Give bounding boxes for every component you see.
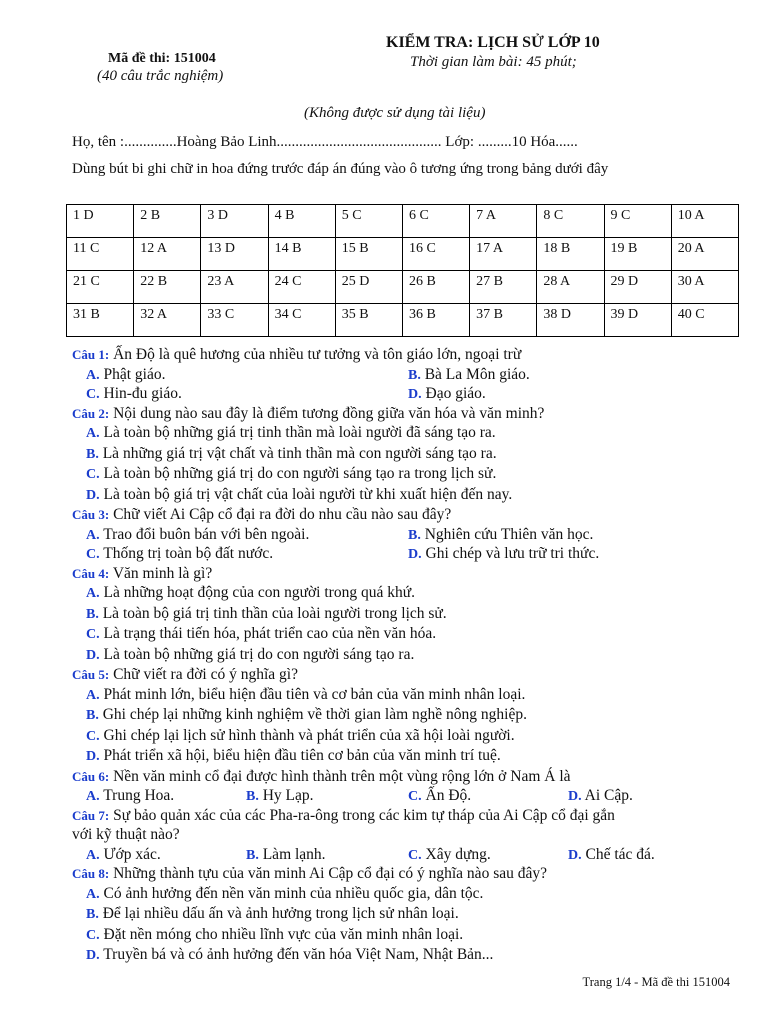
exam-question-count: (40 câu trắc nghiệm) bbox=[97, 68, 224, 84]
option-line bbox=[72, 705, 752, 726]
question-block bbox=[72, 665, 752, 767]
option-line bbox=[72, 544, 752, 564]
option-text: Thống trị toàn bộ đất nước. bbox=[103, 545, 274, 562]
answer-row bbox=[67, 238, 739, 271]
answer-option bbox=[86, 946, 493, 963]
answer-option bbox=[86, 605, 447, 622]
question-block bbox=[72, 767, 752, 806]
option-letter: C. bbox=[86, 387, 100, 402]
answer-option bbox=[86, 706, 527, 723]
question-text: Sự bảo quản xác của các Pha-ra-ông trong các kim tự tháp của Ai Cập cổ đại gắn bbox=[113, 806, 615, 824]
answer-option bbox=[86, 747, 501, 764]
option-line bbox=[72, 485, 752, 506]
question-block bbox=[72, 864, 752, 966]
option-text: Làm lạnh. bbox=[262, 845, 326, 863]
option-letter: D. bbox=[86, 647, 100, 663]
answer-option bbox=[408, 525, 593, 546]
option-text: Là những giá trị vật chất và tinh thần mà con người sáng tạo ra. bbox=[102, 444, 497, 462]
answer-cell: 24 C bbox=[268, 271, 335, 304]
answer-cell: 27 B bbox=[470, 271, 537, 304]
answer-cell: 1 D bbox=[67, 205, 134, 238]
answer-table bbox=[66, 204, 739, 337]
answer-cell: 28 A bbox=[537, 271, 604, 304]
question-block bbox=[72, 806, 752, 865]
answer-option bbox=[246, 845, 326, 866]
option-letter: C. bbox=[408, 847, 422, 863]
option-letter: B. bbox=[246, 847, 259, 863]
answer-cell: 37 B bbox=[470, 304, 537, 337]
option-text: Bà La Môn giáo. bbox=[424, 365, 530, 383]
answer-option bbox=[86, 544, 273, 565]
question-stem bbox=[72, 564, 752, 584]
option-text: Trao đổi buôn bán với bên ngoài. bbox=[103, 525, 310, 543]
answer-option bbox=[86, 365, 166, 386]
question-text: Nội dung nào sau đây là điểm tương đồng giữa văn hóa và văn minh? bbox=[113, 404, 545, 422]
option-text: Hin-đu giáo. bbox=[103, 385, 182, 402]
option-text: Hy Lạp. bbox=[262, 787, 314, 804]
answer-cell: 39 D bbox=[604, 304, 671, 337]
option-letter: C. bbox=[86, 547, 100, 562]
question-number: Câu 7: bbox=[72, 807, 110, 823]
option-letter: D. bbox=[86, 749, 100, 764]
answer-cell: 13 D bbox=[201, 238, 268, 271]
exam-code: Mã đề thi: 151004 bbox=[108, 51, 216, 66]
option-letter: A. bbox=[86, 847, 100, 863]
option-text: Ghi chép lại những kinh nghiệm về thời gian làm nghề nông nghiệp. bbox=[102, 706, 527, 723]
answer-cell: 34 C bbox=[268, 304, 335, 337]
option-letter: A. bbox=[86, 886, 100, 902]
answer-option bbox=[408, 845, 491, 866]
option-line bbox=[72, 746, 752, 767]
option-letter: B. bbox=[408, 367, 421, 383]
question-number: Câu 2: bbox=[72, 405, 110, 421]
answer-cell: 25 D bbox=[335, 271, 402, 304]
option-line bbox=[72, 845, 752, 865]
option-line bbox=[72, 604, 752, 625]
answer-row bbox=[67, 205, 739, 238]
question-stem bbox=[72, 864, 752, 884]
option-letter: C. bbox=[86, 467, 100, 482]
option-line bbox=[72, 624, 752, 645]
answer-cell: 16 C bbox=[402, 238, 469, 271]
option-letter: A. bbox=[86, 687, 100, 703]
exam-note: (Không được sử dụng tài liệu) bbox=[304, 105, 486, 121]
answer-cell: 7 A bbox=[470, 205, 537, 238]
option-line bbox=[72, 423, 752, 444]
option-letter: D. bbox=[86, 487, 100, 503]
answer-cell: 38 D bbox=[537, 304, 604, 337]
answer-option bbox=[86, 786, 174, 807]
answer-cell: 15 B bbox=[335, 238, 402, 271]
option-text: Đặt nền móng cho nhiều lĩnh vực của văn minh nhân loại. bbox=[103, 925, 464, 943]
option-line bbox=[72, 726, 752, 747]
answer-option bbox=[568, 786, 633, 807]
page-footer: Trang 1/4 - Mã đề thi 151004 bbox=[582, 975, 730, 989]
answer-option bbox=[86, 845, 161, 866]
option-letter: C. bbox=[86, 728, 100, 744]
answer-cell: 30 A bbox=[671, 271, 738, 304]
answer-cell: 26 B bbox=[402, 271, 469, 304]
option-letter: D. bbox=[408, 387, 422, 402]
question-stem bbox=[72, 665, 752, 685]
answer-option bbox=[86, 486, 512, 503]
answer-cell: 21 C bbox=[67, 271, 134, 304]
question-number: Câu 8: bbox=[72, 866, 110, 881]
answer-cell: 4 B bbox=[268, 205, 335, 238]
answer-cell: 23 A bbox=[201, 271, 268, 304]
option-line bbox=[72, 384, 752, 404]
answer-option bbox=[86, 686, 525, 703]
answer-cell: 29 D bbox=[604, 271, 671, 304]
answer-option bbox=[246, 786, 314, 807]
answer-cell: 35 B bbox=[335, 304, 402, 337]
answer-cell: 31 B bbox=[67, 304, 134, 337]
question-number: Câu 6: bbox=[72, 768, 110, 784]
option-text: Là toàn bộ những giá trị do con người sáng tạo ra. bbox=[103, 645, 415, 663]
option-line bbox=[72, 685, 752, 706]
option-text: Ướp xác. bbox=[103, 845, 161, 863]
option-text: Ghi chép và lưu trữ tri thức. bbox=[425, 545, 600, 562]
answer-cell: 20 A bbox=[671, 238, 738, 271]
answer-option bbox=[86, 905, 459, 922]
answer-row bbox=[67, 304, 739, 337]
answer-option bbox=[408, 384, 486, 405]
option-text: Phát triển xã hội, biểu hiện đầu tiên cơ bản của văn minh trí tuệ. bbox=[103, 747, 501, 764]
option-letter: B. bbox=[86, 446, 99, 462]
option-line bbox=[72, 365, 752, 385]
option-letter: D. bbox=[86, 948, 100, 963]
option-text: Ấn Độ. bbox=[425, 787, 472, 804]
option-letter: B. bbox=[86, 708, 99, 723]
answer-cell: 17 A bbox=[470, 238, 537, 271]
question-text: Chữ viết ra đời có ý nghĩa gì? bbox=[113, 666, 298, 683]
answer-option bbox=[86, 625, 436, 642]
answer-option bbox=[408, 544, 599, 565]
question-block bbox=[72, 345, 752, 404]
answer-row bbox=[67, 271, 739, 304]
answer-cell: 3 D bbox=[201, 205, 268, 238]
question-number: Câu 1: bbox=[72, 347, 110, 362]
question-text: Ấn Độ là quê hương của nhiều tư tưởng và tôn giáo lớn, ngoại trừ bbox=[113, 346, 522, 363]
option-text: Là những hoạt động của con người trong quá khứ. bbox=[103, 584, 415, 601]
option-letter: C. bbox=[86, 627, 100, 642]
option-text: Truyền bá và có ảnh hưởng đến văn hóa Việt Nam, Nhật Bản... bbox=[103, 946, 494, 963]
option-line bbox=[72, 464, 752, 485]
question-text: Chữ viết Ai Cập cổ đại ra đời do nhu cầu nào sau đây? bbox=[113, 506, 452, 523]
option-letter: A. bbox=[86, 367, 100, 383]
question-text: Những thành tựu của văn minh Ai Cập cổ đại có ý nghĩa nào sau đây? bbox=[113, 865, 547, 882]
option-text: Chế tác đá. bbox=[585, 845, 655, 863]
option-text: Phật giáo. bbox=[103, 365, 166, 383]
question-block bbox=[72, 564, 752, 666]
option-text: Để lại nhiều dấu ấn và ảnh hưởng trong lịch sử nhân loại. bbox=[102, 905, 459, 922]
option-line bbox=[72, 583, 752, 604]
option-line bbox=[72, 945, 752, 966]
answer-instruction: Dùng bút bi ghi chữ in hoa đứng trước đáp án đúng vào ô tương ứng trong bảng dưới đây bbox=[72, 161, 609, 177]
option-text: Là trạng thái tiến hóa, phát triển cao của nền văn hóa. bbox=[103, 625, 437, 642]
question-stem bbox=[72, 345, 752, 365]
answer-cell: 32 A bbox=[134, 304, 201, 337]
answer-cell: 40 C bbox=[671, 304, 738, 337]
question-text: Văn minh là gì? bbox=[112, 564, 213, 582]
answer-cell: 12 A bbox=[134, 238, 201, 271]
answer-option bbox=[408, 786, 471, 807]
option-letter: C. bbox=[86, 927, 100, 943]
answer-option bbox=[86, 384, 182, 405]
answer-cell: 33 C bbox=[201, 304, 268, 337]
answer-option bbox=[86, 646, 414, 663]
question-stem bbox=[72, 806, 752, 826]
answer-option bbox=[86, 727, 515, 744]
option-text: Là toàn bộ giá trị vật chất của loài người từ khi xuất hiện đến nay. bbox=[103, 485, 513, 503]
question-number: Câu 5: bbox=[72, 667, 110, 682]
answer-cell: 11 C bbox=[67, 238, 134, 271]
option-line bbox=[72, 645, 752, 666]
option-line bbox=[72, 904, 752, 925]
question-block bbox=[72, 505, 752, 564]
option-letter: A. bbox=[86, 586, 100, 601]
option-text: Là toàn bộ những giá trị do con người sáng tạo ra trong lịch sử. bbox=[103, 465, 497, 482]
option-letter: A. bbox=[86, 527, 100, 543]
question-stem bbox=[72, 767, 752, 787]
answer-cell: 9 C bbox=[604, 205, 671, 238]
answer-cell: 10 A bbox=[671, 205, 738, 238]
answer-option bbox=[86, 584, 415, 601]
answer-option bbox=[408, 365, 530, 386]
option-text: Có ảnh hưởng đến nền văn minh của nhiều quốc gia, dân tộc. bbox=[103, 884, 484, 902]
option-text: Phát minh lớn, biểu hiện đầu tiên và cơ bản của văn minh nhân loại. bbox=[103, 685, 526, 703]
option-letter: B. bbox=[408, 527, 421, 543]
answer-cell: 14 B bbox=[268, 238, 335, 271]
option-text: Ghi chép lại lịch sử hình thành và phát triển của xã hội loài người. bbox=[103, 726, 515, 744]
option-line bbox=[72, 786, 752, 806]
option-text: Đạo giáo. bbox=[425, 385, 486, 402]
option-line bbox=[72, 525, 752, 545]
option-letter: D. bbox=[568, 789, 582, 804]
question-list bbox=[72, 345, 752, 966]
answer-cell: 22 B bbox=[134, 271, 201, 304]
question-number: Câu 4: bbox=[72, 565, 110, 581]
answer-cell: 5 C bbox=[335, 205, 402, 238]
option-line bbox=[72, 925, 752, 946]
option-letter: A. bbox=[86, 426, 100, 441]
option-letter: D. bbox=[568, 847, 582, 863]
answer-cell: 2 B bbox=[134, 205, 201, 238]
exam-time: Thời gian làm bài: 45 phút; bbox=[410, 54, 577, 70]
option-letter: C. bbox=[408, 789, 422, 804]
answer-option bbox=[568, 845, 655, 866]
option-letter: B. bbox=[246, 789, 259, 804]
answer-option bbox=[86, 885, 483, 902]
option-text: Xây dựng. bbox=[425, 845, 491, 863]
student-name-line: Họ, tên :..............Hoàng Bảo Linh............................................ Lớp: .........10 Hóa...... bbox=[72, 134, 578, 150]
option-text: Là toàn bộ giá trị tinh thần của loài người trong lịch sử. bbox=[102, 604, 447, 622]
answer-option bbox=[86, 465, 496, 482]
option-text: Ai Cập. bbox=[584, 787, 633, 804]
answer-cell: 6 C bbox=[402, 205, 469, 238]
answer-cell: 18 B bbox=[537, 238, 604, 271]
option-line bbox=[72, 884, 752, 905]
option-letter: B. bbox=[86, 907, 99, 922]
question-block bbox=[72, 404, 752, 506]
option-text: Là toàn bộ những giá trị tinh thần mà loài người đã sáng tạo ra. bbox=[103, 424, 496, 441]
question-stem bbox=[72, 505, 752, 525]
option-letter: B. bbox=[86, 606, 99, 622]
option-letter: D. bbox=[408, 547, 422, 562]
question-stem bbox=[72, 404, 752, 424]
question-number: Câu 3: bbox=[72, 507, 110, 522]
question-text-continued: với kỹ thuật nào? bbox=[72, 826, 180, 843]
option-letter: A. bbox=[86, 789, 100, 804]
answer-cell: 8 C bbox=[537, 205, 604, 238]
answer-cell: 19 B bbox=[604, 238, 671, 271]
answer-option bbox=[86, 926, 463, 943]
answer-option bbox=[86, 445, 497, 462]
option-text: Nghiên cứu Thiên văn học. bbox=[424, 525, 594, 543]
answer-option bbox=[86, 424, 496, 441]
answer-cell: 36 B bbox=[402, 304, 469, 337]
exam-title: KIỂM TRA: LỊCH SỬ LỚP 10 bbox=[386, 34, 600, 51]
option-text: Trung Hoa. bbox=[103, 787, 175, 804]
option-line bbox=[72, 444, 752, 465]
question-text: Nền văn minh cổ đại được hình thành trên một vùng rộng lớn ở Nam Á là bbox=[113, 767, 571, 785]
answer-option bbox=[86, 525, 309, 546]
